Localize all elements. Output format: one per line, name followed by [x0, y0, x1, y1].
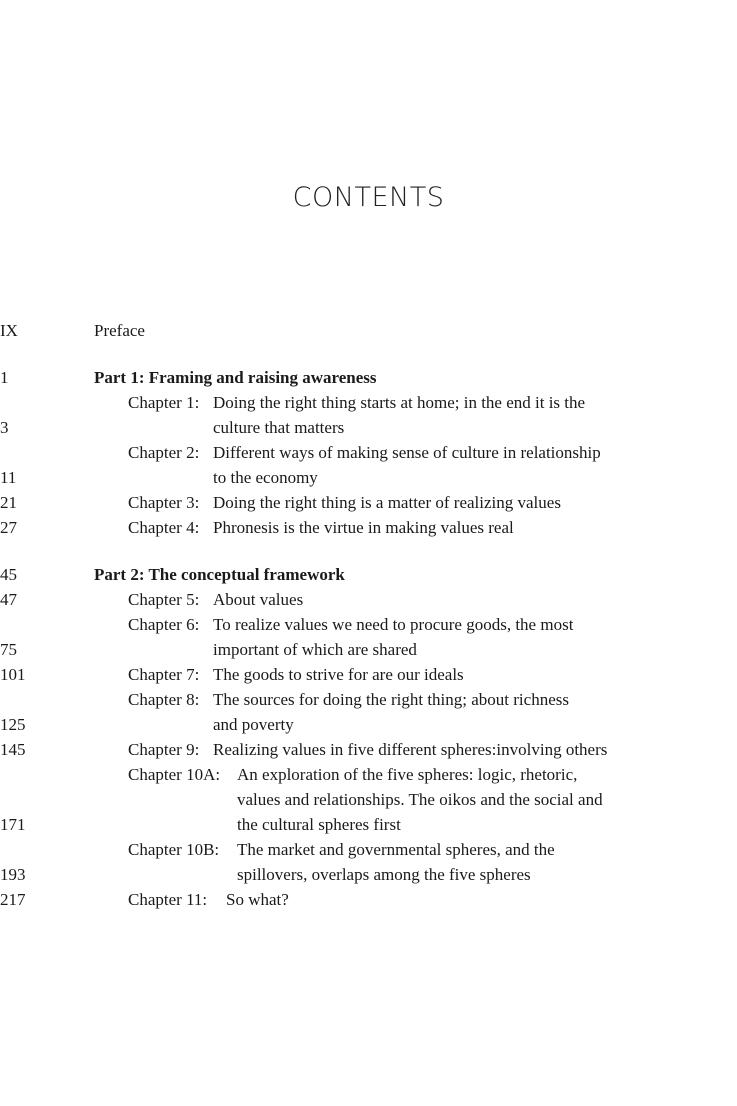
chapter-label: Chapter 11: [128, 890, 208, 909]
chapter-title-line: Doing the right thing starts at home; in the end it is the [213, 393, 586, 412]
page-number: 193 [0, 865, 26, 884]
chapter-title-line: About values [213, 590, 304, 609]
chapter-title-line: spillovers, overlaps among the five spheres [237, 865, 531, 884]
page-number: 171 [0, 815, 26, 834]
chapter-title-line: values and relationships. The oikos and the social and [237, 790, 603, 809]
page-title: CONTENTS [292, 182, 445, 213]
page-number: 1 [0, 368, 9, 387]
chapter-title-line: important of which are shared [213, 640, 417, 659]
chapter-label: Chapter 7: [128, 665, 200, 684]
page-number: 217 [0, 890, 26, 909]
chapter-title-line: Doing the right thing is a matter of realizing values [213, 493, 561, 512]
page-number: 101 [0, 665, 26, 684]
chapter-title-line: An exploration of the five spheres: logic, rhetoric, [237, 765, 578, 784]
page-number: 75 [0, 640, 17, 659]
chapter-label: Chapter 4: [128, 518, 200, 537]
chapter-title-line: The market and governmental spheres, and the [237, 840, 555, 859]
chapter-label: Chapter 9: [128, 740, 200, 759]
part-heading: Part 1: Framing and raising awareness [94, 368, 377, 387]
chapter-label: Chapter 8: [128, 690, 200, 709]
chapter-title-line: and poverty [213, 715, 294, 734]
chapter-label: Chapter 1: [128, 393, 200, 412]
chapter-label: Chapter 10B: [128, 840, 220, 859]
chapter-title-line: So what? [226, 890, 289, 909]
chapter-label: Chapter 3: [128, 493, 200, 512]
page-number: IX [0, 321, 18, 340]
page-number: 21 [0, 493, 17, 512]
chapter-title-line: The sources for doing the right thing; about richness [213, 690, 569, 709]
page-number: 47 [0, 590, 17, 609]
page-number: 45 [0, 565, 17, 584]
chapter-title-line: Different ways of making sense of culture in relationship [213, 443, 601, 462]
chapter-title-line: to the economy [213, 468, 318, 487]
page-number: 11 [0, 468, 17, 487]
chapter-title-line: culture that matters [213, 418, 345, 437]
page-number: 3 [0, 418, 9, 437]
chapter-label: Chapter 2: [128, 443, 200, 462]
chapter-label: Chapter 10A: [128, 765, 221, 784]
page-number: 27 [0, 518, 17, 537]
chapter-title-line: Realizing values in five different spheres:involving others [213, 740, 608, 759]
chapter-title-line: The goods to strive for are our ideals [213, 665, 464, 684]
part-heading: Part 2: The conceptual framework [94, 565, 345, 584]
chapter-title-line: To realize values we need to procure goods, the most [213, 615, 574, 634]
chapter-title-line: the cultural spheres first [237, 815, 401, 834]
chapter-title-line: Phronesis is the virtue in making values real [213, 518, 514, 537]
front-matter-label: Preface [94, 321, 145, 340]
page-number: 125 [0, 715, 26, 734]
page-number: 145 [0, 740, 26, 759]
chapter-label: Chapter 6: [128, 615, 200, 634]
chapter-label: Chapter 5: [128, 590, 200, 609]
